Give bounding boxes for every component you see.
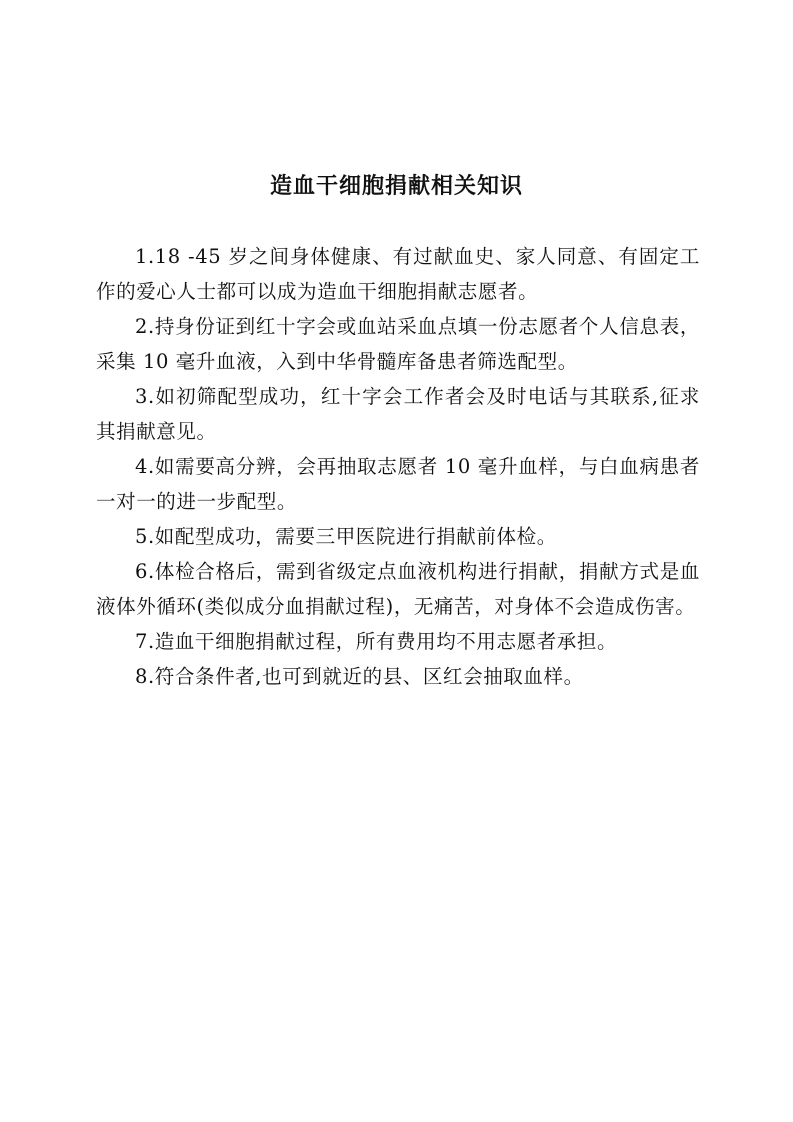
paragraph-5: 5.如配型成功，需要三甲医院进行捐献前体检。 <box>135 525 557 548</box>
paragraph-8: 8.符合条件者,也可到就近的县、区红会抽取血样。 <box>135 665 584 688</box>
paragraph-2: 2.持身份证到红十字会或血站采血点填一份志愿者个人信息表，采集 10 毫升血液，入到中华骨髓库备患者筛选配型。 <box>96 315 700 373</box>
document-title: 造血干细胞捐献相关知识 <box>269 174 523 199</box>
paragraph-6: 6.体检合格后，需到省级定点血液机构进行捐献，捐献方式是血液体外循环(类似成分血捐献过程)，无痛苦，对身体不会造成伤害。 <box>96 560 700 618</box>
document-body <box>96 239 700 694</box>
paragraph-3: 3.如初筛配型成功，红十字会工作者会及时电话与其联系,征求其捐献意见。 <box>96 385 700 443</box>
paragraph-4: 4.如需要高分辨，会再抽取志愿者 10 毫升血样，与白血病患者一对一的进一步配型。 <box>96 455 700 513</box>
paragraph-7: 7.造血干细胞捐献过程，所有费用均不用志愿者承担。 <box>135 630 618 653</box>
paragraph-1: 1.18 -45 岁之间身体健康、有过献血史、家人同意、有固定工作的爱心人士都可以成为造血干细胞捐献志愿者。 <box>96 245 700 303</box>
